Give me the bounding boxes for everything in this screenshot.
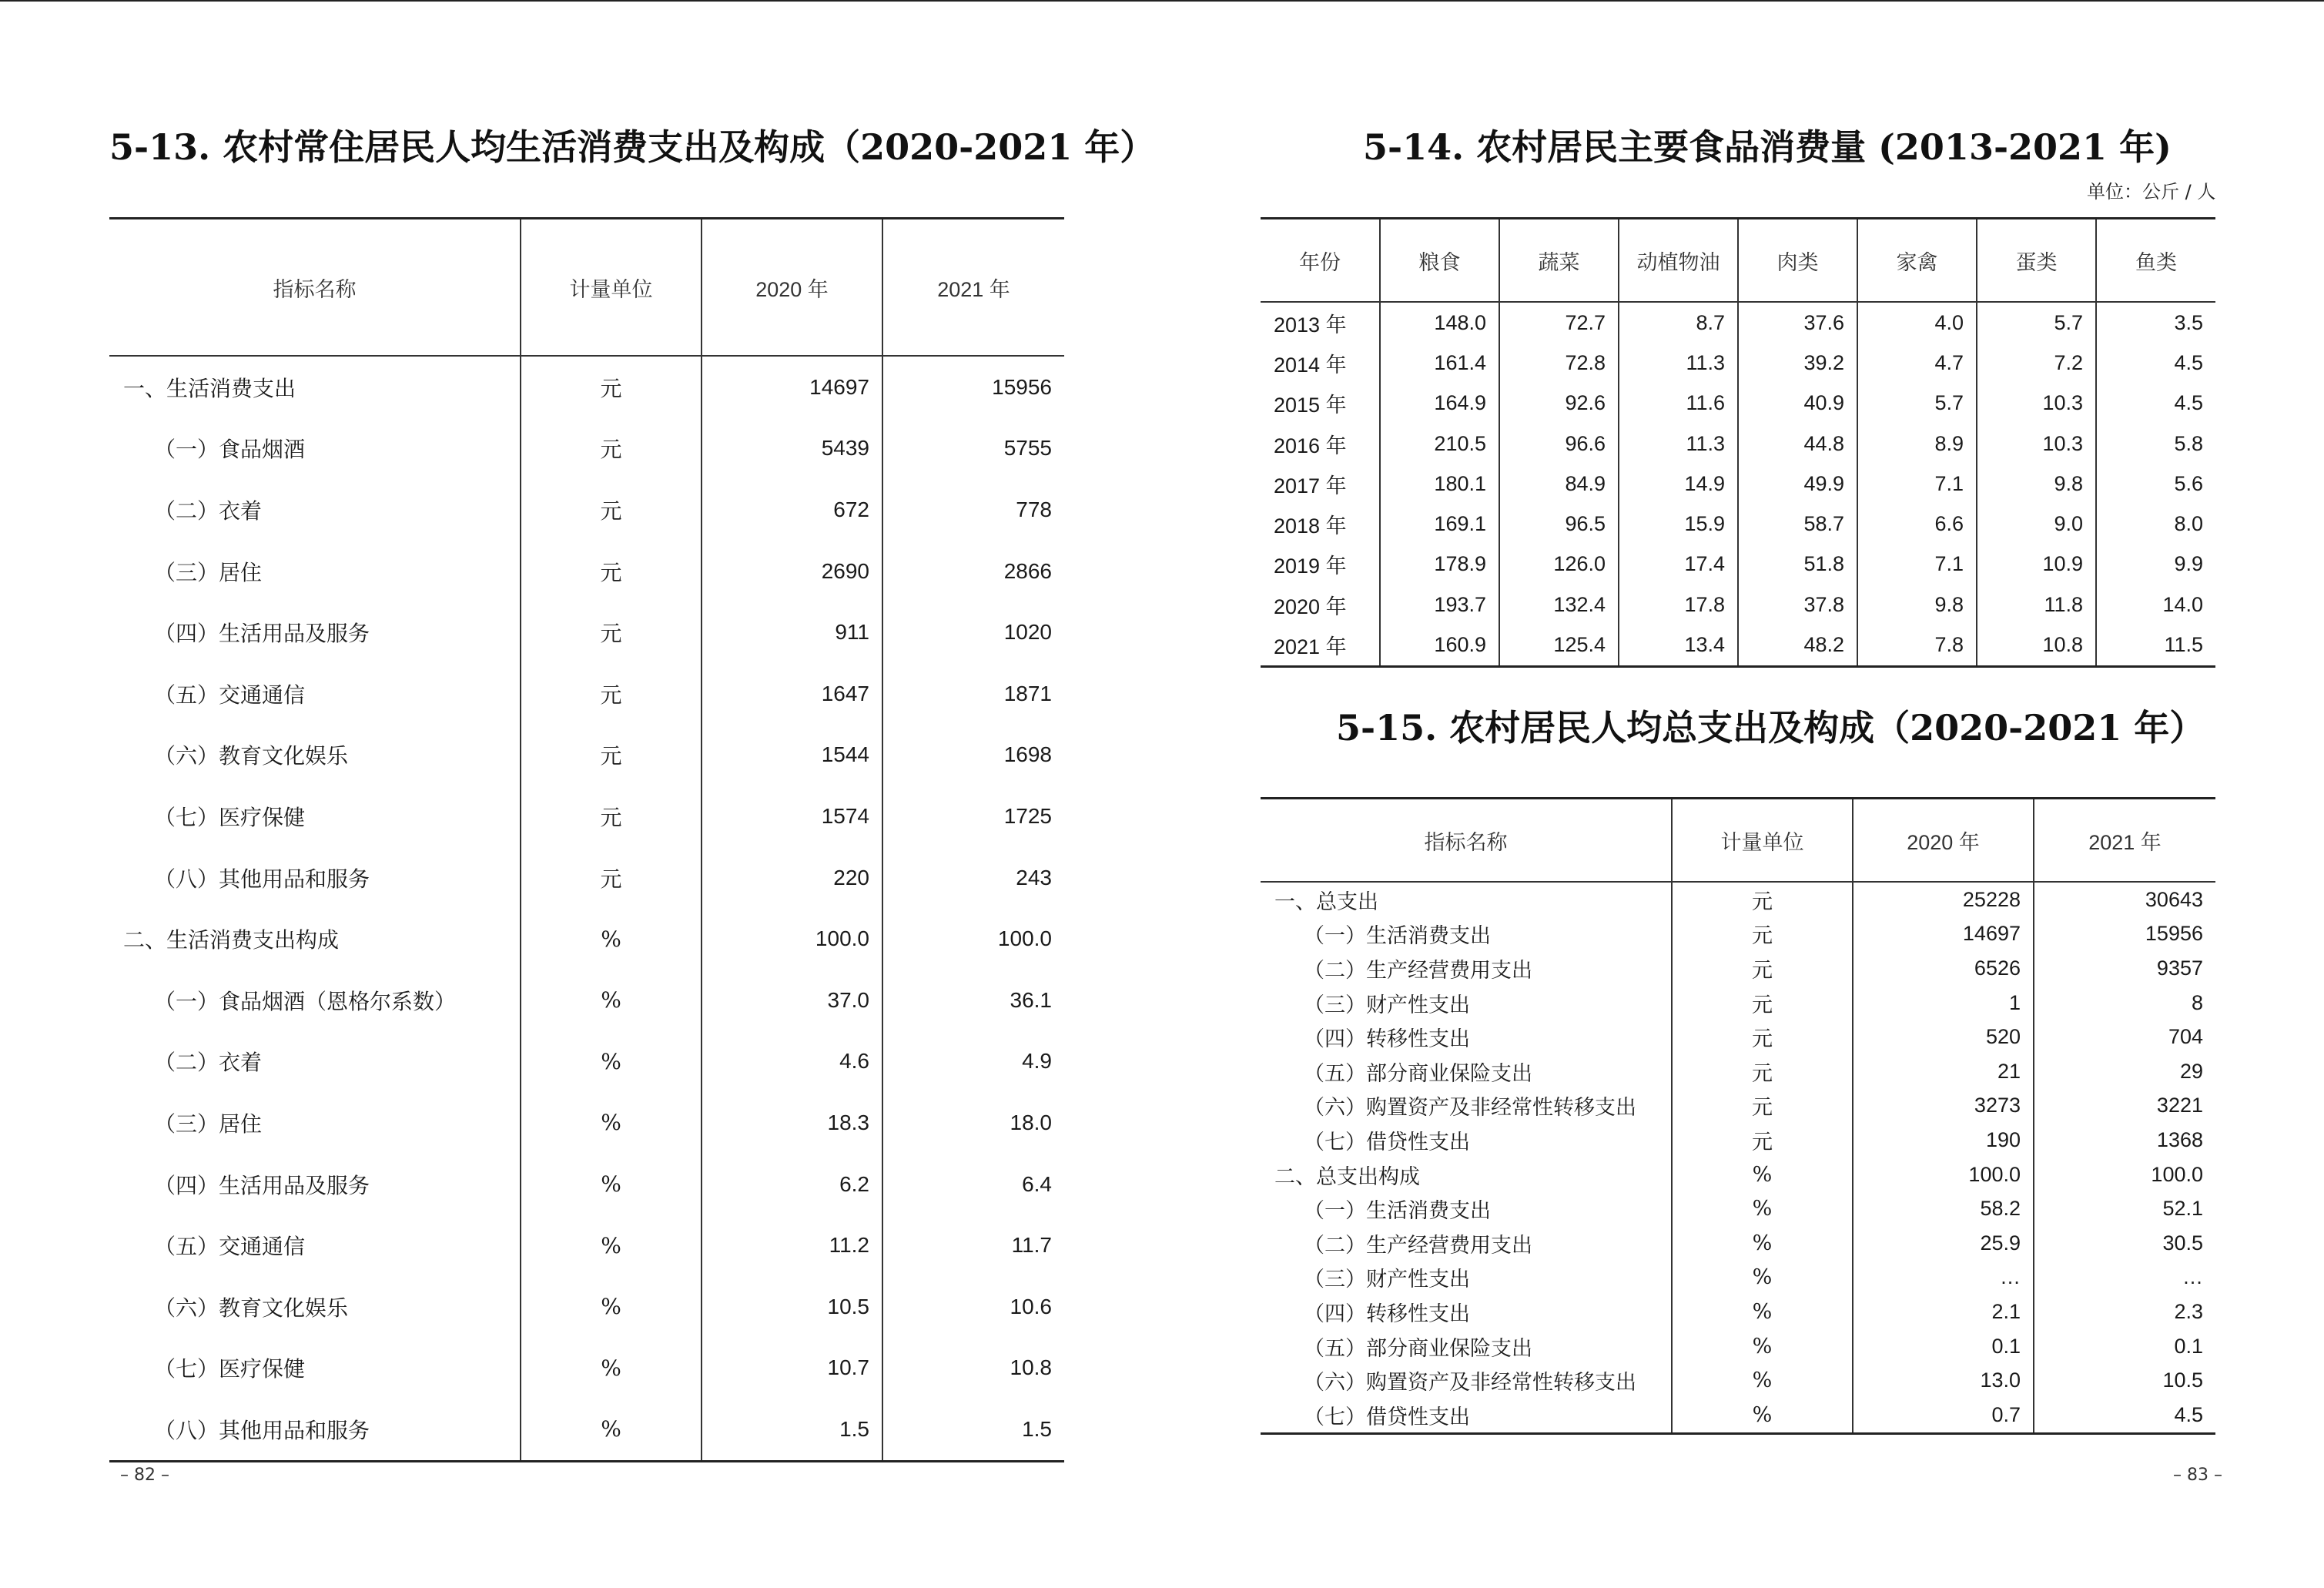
table-row xyxy=(109,1276,1064,1338)
indicator-name: （三）居住 xyxy=(154,559,263,585)
value-cell: 49.9 xyxy=(1738,464,1857,504)
value-2021: 1698 xyxy=(882,725,1064,786)
table-row xyxy=(1261,544,2215,585)
indicator-name: （二）衣着 xyxy=(154,498,263,524)
value-cell: 7.1 xyxy=(1857,544,1977,585)
table-row xyxy=(1261,585,2215,625)
value-cell: 44.8 xyxy=(1738,424,1857,464)
indicator-name: （一）食品烟酒（恩格尔系数） xyxy=(154,988,457,1014)
table-row xyxy=(109,786,1064,847)
indicator-name: （六）购置资产及非经常性转移支出 xyxy=(1304,1371,1636,1395)
table-row xyxy=(1261,424,2215,464)
column-header: 2020 年 xyxy=(1853,799,2034,883)
table-row xyxy=(1261,1329,2215,1364)
value-2020: 220 xyxy=(702,847,882,909)
table-row xyxy=(1261,1191,2215,1226)
indicator-name: （五）部分商业保险支出 xyxy=(1304,1061,1532,1086)
indicator-name: （五）交通通信 xyxy=(154,1234,306,1260)
value-2021: 243 xyxy=(882,847,1064,909)
unit-cell: 元 xyxy=(1672,986,1853,1020)
column-header: 指标名称 xyxy=(1261,799,1672,883)
value-cell: 96.6 xyxy=(1499,424,1619,464)
value-2021: 15956 xyxy=(2034,917,2215,952)
table-row xyxy=(1261,504,2215,544)
top-border-line xyxy=(0,0,2324,2)
unit-cell: % xyxy=(1672,1157,1853,1192)
value-cell: 37.8 xyxy=(1738,585,1857,625)
table-5-15-title: 5-15. 农村居民人均总支出及构成（2020-2021 年） xyxy=(1336,707,2205,749)
unit-cell: % xyxy=(521,1276,702,1338)
unit-cell: % xyxy=(521,1154,702,1215)
value-2021: 2866 xyxy=(882,541,1064,602)
indicator-name: （六）教育文化娱乐 xyxy=(154,1295,349,1321)
value-cell: 39.2 xyxy=(1738,343,1857,383)
value-2020: 0.7 xyxy=(1853,1398,2034,1433)
column-header: 2021 年 xyxy=(882,219,1064,357)
indicator-name: （七）医疗保健 xyxy=(154,804,306,830)
table-row xyxy=(1261,1226,2215,1261)
value-2021: 52.1 xyxy=(2034,1191,2215,1226)
value-2020: 21 xyxy=(1853,1054,2034,1089)
table-row xyxy=(109,541,1064,602)
value-cell: 72.8 xyxy=(1499,343,1619,383)
value-cell: 4.5 xyxy=(2096,343,2215,383)
table-row xyxy=(109,725,1064,786)
indicator-name: （七）医疗保健 xyxy=(154,1356,306,1382)
value-cell: 178.9 xyxy=(1380,544,1499,585)
table-row xyxy=(1261,1054,2215,1089)
indicator-name: （一）生活消费支出 xyxy=(1304,924,1491,949)
unit-cell: 元 xyxy=(521,541,702,602)
column-header: 蔬菜 xyxy=(1499,219,1619,303)
unit-cell: 元 xyxy=(521,663,702,725)
unit-cell: % xyxy=(521,1031,702,1093)
value-cell: 51.8 xyxy=(1738,544,1857,585)
value-2020: 5439 xyxy=(702,418,882,480)
value-2021: 100.0 xyxy=(882,908,1064,970)
value-2021: 0.1 xyxy=(2034,1329,2215,1364)
value-2020: 14697 xyxy=(1853,917,2034,952)
value-cell: 5.8 xyxy=(2096,424,2215,464)
year-cell: 2020 年 xyxy=(1274,595,1347,618)
indicator-name: 二、总支出构成 xyxy=(1274,1164,1420,1189)
year-cell: 2015 年 xyxy=(1274,394,1347,417)
indicator-name: （一）食品烟酒 xyxy=(154,437,306,463)
value-cell: 160.9 xyxy=(1380,625,1499,666)
indicator-name: （一）生活消费支出 xyxy=(1304,1199,1491,1224)
table-header-row xyxy=(1261,219,2215,303)
value-cell: 9.8 xyxy=(1857,585,1977,625)
value-cell: 5.7 xyxy=(1977,302,2096,343)
value-cell: 169.1 xyxy=(1380,504,1499,544)
column-header: 鱼类 xyxy=(2096,219,2215,303)
value-2020: 1 xyxy=(1853,986,2034,1020)
value-2021: 704 xyxy=(2034,1020,2215,1054)
value-2020: 37.0 xyxy=(702,970,882,1031)
value-cell: 11.8 xyxy=(1977,585,2096,625)
table-row xyxy=(1261,1261,2215,1295)
value-cell: 126.0 xyxy=(1499,544,1619,585)
value-2020: 13.0 xyxy=(1853,1363,2034,1398)
value-cell: 164.9 xyxy=(1380,384,1499,424)
value-cell: 9.0 xyxy=(1977,504,2096,544)
table-row xyxy=(1261,1295,2215,1329)
value-2021: 1368 xyxy=(2034,1123,2215,1157)
value-cell: 10.3 xyxy=(1977,424,2096,464)
value-cell: 6.6 xyxy=(1857,504,1977,544)
value-cell: 161.4 xyxy=(1380,343,1499,383)
value-2021: 2.3 xyxy=(2034,1295,2215,1329)
value-2021: 30.5 xyxy=(2034,1226,2215,1261)
value-cell: 4.0 xyxy=(1857,302,1977,343)
value-2020: 4.6 xyxy=(702,1031,882,1093)
value-cell: 13.4 xyxy=(1619,625,1738,666)
value-2020: 2.1 xyxy=(1853,1295,2034,1329)
unit-cell: % xyxy=(1672,1363,1853,1398)
table-row xyxy=(1261,384,2215,424)
column-header: 粮食 xyxy=(1380,219,1499,303)
column-header: 动植物油 xyxy=(1619,219,1738,303)
value-2020: 14697 xyxy=(702,356,882,418)
value-cell: 8.0 xyxy=(2096,504,2215,544)
unit-cell: 元 xyxy=(521,786,702,847)
table-row xyxy=(109,418,1064,480)
value-2020: 1544 xyxy=(702,725,882,786)
value-cell: 14.0 xyxy=(2096,585,2215,625)
unit-cell: % xyxy=(521,1399,702,1461)
column-header: 家禽 xyxy=(1857,219,1977,303)
table-row xyxy=(109,356,1064,418)
value-2020: 1574 xyxy=(702,786,882,847)
value-cell: 17.8 xyxy=(1619,585,1738,625)
value-2020: 3273 xyxy=(1853,1089,2034,1124)
page-number: – 82 – xyxy=(120,1466,169,1485)
table-row xyxy=(1261,917,2215,952)
value-cell: 9.9 xyxy=(2096,544,2215,585)
indicator-name: 一、生活消费支出 xyxy=(123,375,296,401)
unit-cell: 元 xyxy=(1672,1089,1853,1124)
table-body xyxy=(1261,302,2215,666)
value-cell: 4.7 xyxy=(1857,343,1977,383)
value-2020: 6526 xyxy=(1853,951,2034,986)
value-2020: 520 xyxy=(1853,1020,2034,1054)
table-row xyxy=(1261,302,2215,343)
table-row xyxy=(109,1092,1064,1154)
value-2020: 25.9 xyxy=(1853,1226,2034,1261)
table-row xyxy=(109,970,1064,1031)
value-cell: 210.5 xyxy=(1380,424,1499,464)
value-cell: 5.7 xyxy=(1857,384,1977,424)
unit-cell: % xyxy=(521,970,702,1031)
value-2021: 4.9 xyxy=(882,1031,1064,1093)
value-cell: 10.9 xyxy=(1977,544,2096,585)
indicator-name: 二、生活消费支出构成 xyxy=(123,927,340,953)
value-cell: 72.7 xyxy=(1499,302,1619,343)
value-cell: 11.3 xyxy=(1619,343,1738,383)
value-2021: 10.5 xyxy=(2034,1363,2215,1398)
value-cell: 92.6 xyxy=(1499,384,1619,424)
value-cell: 17.4 xyxy=(1619,544,1738,585)
value-2020: 100.0 xyxy=(1853,1157,2034,1192)
value-2020: 911 xyxy=(702,601,882,663)
table-row xyxy=(1261,625,2215,666)
table-body xyxy=(109,356,1064,1461)
unit-cell: % xyxy=(1672,1191,1853,1226)
table-row xyxy=(1261,1089,2215,1124)
value-cell: 11.5 xyxy=(2096,625,2215,666)
value-2021: 1.5 xyxy=(882,1399,1064,1461)
value-cell: 3.5 xyxy=(2096,302,2215,343)
table-row xyxy=(109,908,1064,970)
unit-cell: % xyxy=(1672,1329,1853,1364)
unit-cell: 元 xyxy=(1672,951,1853,986)
unit-cell: 元 xyxy=(1672,1020,1853,1054)
indicator-name: （四）生活用品及服务 xyxy=(154,621,370,647)
value-cell: 193.7 xyxy=(1380,585,1499,625)
table-row xyxy=(109,479,1064,541)
value-2021: 15956 xyxy=(882,356,1064,418)
column-header: 年份 xyxy=(1261,219,1380,303)
value-cell: 148.0 xyxy=(1380,302,1499,343)
value-cell: 11.3 xyxy=(1619,424,1738,464)
column-header: 指标名称 xyxy=(109,219,521,357)
value-2020: 10.7 xyxy=(702,1338,882,1399)
table-row xyxy=(109,1214,1064,1276)
value-cell: 37.6 xyxy=(1738,302,1857,343)
value-2021: 9357 xyxy=(2034,951,2215,986)
table-row xyxy=(1261,1123,2215,1157)
value-2021: 10.8 xyxy=(882,1338,1064,1399)
value-cell: 96.5 xyxy=(1499,504,1619,544)
table-row xyxy=(109,1031,1064,1093)
value-cell: 10.3 xyxy=(1977,384,2096,424)
table-row xyxy=(109,663,1064,725)
value-cell: 7.2 xyxy=(1977,343,2096,383)
value-2020: 18.3 xyxy=(702,1092,882,1154)
value-2021: 30643 xyxy=(2034,882,2215,917)
value-2021: 5755 xyxy=(882,418,1064,480)
unit-cell: % xyxy=(1672,1398,1853,1433)
indicator-name: 一、总支出 xyxy=(1274,889,1378,914)
unit-cell: % xyxy=(1672,1295,1853,1329)
value-2020: 25228 xyxy=(1853,882,2034,917)
value-cell: 15.9 xyxy=(1619,504,1738,544)
table-header-row xyxy=(1261,799,2215,883)
rural-living-expenditure-table xyxy=(109,217,1064,1462)
unit-cell: % xyxy=(521,1092,702,1154)
indicator-name: （五）部分商业保险支出 xyxy=(1304,1336,1532,1361)
column-header: 蛋类 xyxy=(1977,219,2096,303)
table-row xyxy=(1261,986,2215,1020)
value-cell: 58.7 xyxy=(1738,504,1857,544)
value-cell: 8.9 xyxy=(1857,424,1977,464)
unit-cell: 元 xyxy=(521,725,702,786)
value-2020: 1647 xyxy=(702,663,882,725)
unit-cell: 元 xyxy=(521,479,702,541)
indicator-name: （七）借贷性支出 xyxy=(1304,1405,1470,1429)
unit-note: 单位：公斤 / 人 xyxy=(2087,181,2216,203)
value-cell: 125.4 xyxy=(1499,625,1619,666)
indicator-name: （六）教育文化娱乐 xyxy=(154,743,349,769)
unit-cell: 元 xyxy=(1672,1123,1853,1157)
table-body xyxy=(1261,882,2215,1433)
value-2021: 1725 xyxy=(882,786,1064,847)
table-row xyxy=(109,1338,1064,1399)
value-2021: 10.6 xyxy=(882,1276,1064,1338)
value-2020: 11.2 xyxy=(702,1214,882,1276)
unit-cell: % xyxy=(1672,1261,1853,1295)
table-row xyxy=(1261,1157,2215,1192)
value-2021: … xyxy=(2034,1261,2215,1295)
table-row xyxy=(1261,343,2215,383)
food-consumption-table xyxy=(1261,217,2215,668)
value-2021: 778 xyxy=(882,479,1064,541)
value-2021: 8 xyxy=(2034,986,2215,1020)
value-cell: 8.7 xyxy=(1619,302,1738,343)
year-cell: 2021 年 xyxy=(1274,635,1347,659)
indicator-name: （四）转移性支出 xyxy=(1304,1302,1470,1326)
unit-cell: 元 xyxy=(521,418,702,480)
column-header: 计量单位 xyxy=(1672,799,1853,883)
value-cell: 11.6 xyxy=(1619,384,1738,424)
value-cell: 4.5 xyxy=(2096,384,2215,424)
value-2020: 0.1 xyxy=(1853,1329,2034,1364)
value-cell: 7.1 xyxy=(1857,464,1977,504)
value-cell: 40.9 xyxy=(1738,384,1857,424)
column-header: 2021 年 xyxy=(2034,799,2215,883)
table-row xyxy=(1261,882,2215,917)
column-header: 计量单位 xyxy=(521,219,702,357)
indicator-name: （三）财产性支出 xyxy=(1304,1268,1470,1292)
value-2021: 6.4 xyxy=(882,1154,1064,1215)
value-2021: 100.0 xyxy=(2034,1157,2215,1192)
page-number: – 83 – xyxy=(2173,1466,2222,1485)
table-row xyxy=(1261,464,2215,504)
indicator-name: （四）生活用品及服务 xyxy=(154,1172,370,1198)
unit-cell: 元 xyxy=(521,847,702,909)
indicator-name: （三）财产性支出 xyxy=(1304,993,1470,1017)
unit-cell: % xyxy=(521,1338,702,1399)
value-2020: 672 xyxy=(702,479,882,541)
unit-cell: 元 xyxy=(521,601,702,663)
year-cell: 2017 年 xyxy=(1274,474,1347,498)
indicator-name: （七）借贷性支出 xyxy=(1304,1130,1470,1154)
value-2020: 190 xyxy=(1853,1123,2034,1157)
value-2020: 1.5 xyxy=(702,1399,882,1461)
table-row xyxy=(1261,1398,2215,1433)
indicator-name: （八）其他用品和服务 xyxy=(154,1417,370,1443)
value-2020: 58.2 xyxy=(1853,1191,2034,1226)
year-cell: 2019 年 xyxy=(1274,554,1347,578)
unit-cell: 元 xyxy=(1672,1054,1853,1089)
value-2020: … xyxy=(1853,1261,2034,1295)
table-row xyxy=(109,601,1064,663)
year-cell: 2016 年 xyxy=(1274,434,1347,457)
table-row xyxy=(1261,1363,2215,1398)
table-5-14-title: 5-14. 农村居民主要食品消费量 (2013-2021 年) xyxy=(1363,126,2172,168)
value-2020: 2690 xyxy=(702,541,882,602)
indicator-name: （二）生产经营费用支出 xyxy=(1304,1233,1532,1258)
indicator-name: （八）其他用品和服务 xyxy=(154,866,370,892)
unit-cell: 元 xyxy=(1672,882,1853,917)
value-cell: 5.6 xyxy=(2096,464,2215,504)
table-row xyxy=(109,847,1064,909)
indicator-name: （四）转移性支出 xyxy=(1304,1027,1470,1052)
year-cell: 2018 年 xyxy=(1274,514,1347,538)
value-cell: 14.9 xyxy=(1619,464,1738,504)
column-header: 2020 年 xyxy=(702,219,882,357)
value-2021: 3221 xyxy=(2034,1089,2215,1124)
value-2020: 10.5 xyxy=(702,1276,882,1338)
table-row xyxy=(109,1154,1064,1215)
table-row xyxy=(109,1399,1064,1461)
year-cell: 2013 年 xyxy=(1274,313,1347,337)
unit-cell: 元 xyxy=(1672,917,1853,952)
indicator-name: （三）居住 xyxy=(154,1111,263,1137)
table-row xyxy=(1261,951,2215,986)
value-2020: 6.2 xyxy=(702,1154,882,1215)
indicator-name: （六）购置资产及非经常性转移支出 xyxy=(1304,1096,1636,1121)
value-cell: 48.2 xyxy=(1738,625,1857,666)
value-2021: 4.5 xyxy=(2034,1398,2215,1433)
value-2021: 29 xyxy=(2034,1054,2215,1089)
unit-cell: % xyxy=(1672,1226,1853,1261)
unit-cell: % xyxy=(521,1214,702,1276)
value-2021: 18.0 xyxy=(882,1092,1064,1154)
value-2021: 11.7 xyxy=(882,1214,1064,1276)
value-cell: 84.9 xyxy=(1499,464,1619,504)
value-cell: 10.8 xyxy=(1977,625,2096,666)
unit-cell: % xyxy=(521,908,702,970)
column-header: 肉类 xyxy=(1738,219,1857,303)
indicator-name: （二）衣着 xyxy=(154,1050,263,1076)
table-row xyxy=(1261,1020,2215,1054)
value-2020: 100.0 xyxy=(702,908,882,970)
value-cell: 9.8 xyxy=(1977,464,2096,504)
value-cell: 180.1 xyxy=(1380,464,1499,504)
value-2021: 1020 xyxy=(882,601,1064,663)
year-cell: 2014 年 xyxy=(1274,353,1347,377)
value-cell: 132.4 xyxy=(1499,585,1619,625)
value-2021: 36.1 xyxy=(882,970,1064,1031)
unit-cell: 元 xyxy=(521,356,702,418)
rural-total-expenditure-table xyxy=(1261,797,2215,1435)
table-header-row xyxy=(109,219,1064,357)
indicator-name: （二）生产经营费用支出 xyxy=(1304,958,1532,983)
value-cell: 7.8 xyxy=(1857,625,1977,666)
indicator-name: （五）交通通信 xyxy=(154,682,306,708)
value-2021: 1871 xyxy=(882,663,1064,725)
table-5-13-title: 5-13. 农村常住居民人均生活消费支出及构成（2020-2021 年） xyxy=(109,126,1156,168)
